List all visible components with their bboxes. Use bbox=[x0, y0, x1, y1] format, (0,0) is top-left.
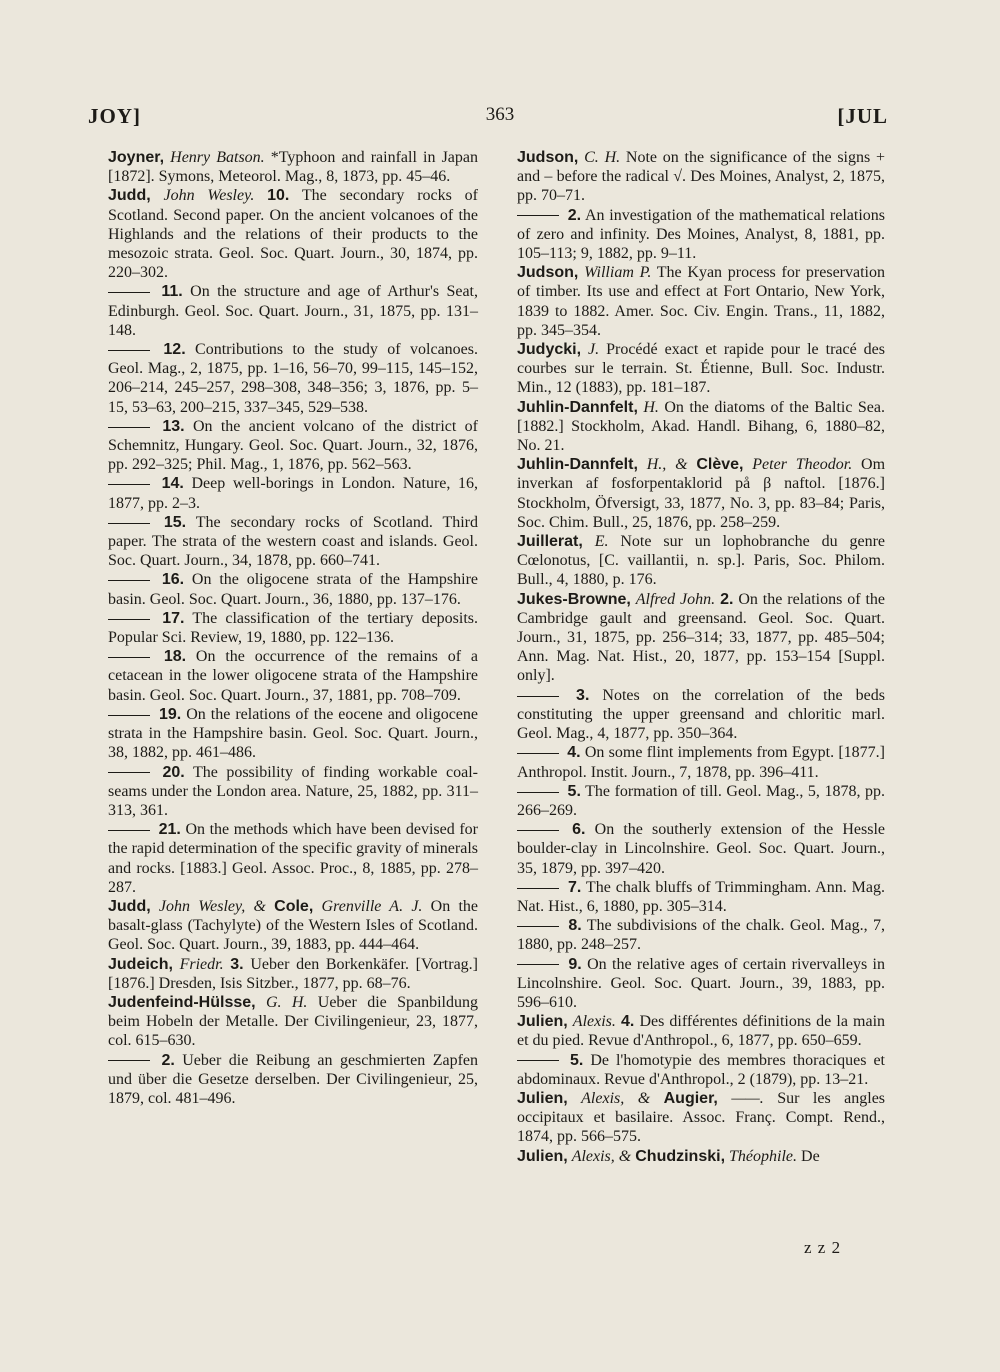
entry-number: 4. bbox=[621, 1013, 635, 1031]
author-name: Joyner, bbox=[108, 149, 165, 166]
bibliography-entry bbox=[517, 263, 885, 340]
running-head-left: JOY] bbox=[88, 104, 141, 128]
left-column bbox=[108, 148, 478, 1108]
ditto-rule bbox=[108, 619, 150, 620]
author-name: Judd, bbox=[108, 897, 151, 915]
entry-number: 3. bbox=[230, 955, 244, 973]
entry-number: 19. bbox=[159, 705, 182, 723]
right-column bbox=[517, 148, 885, 1166]
entry-number: 8. bbox=[568, 917, 582, 935]
author-given-name: William P. bbox=[584, 264, 652, 282]
bibliography-entry bbox=[517, 1089, 885, 1147]
ditto-rule bbox=[108, 657, 150, 658]
sub-entry bbox=[517, 916, 885, 954]
ditto-rule bbox=[108, 523, 150, 524]
author-name: Julien, bbox=[517, 1147, 568, 1165]
author-name: Judson, bbox=[517, 264, 579, 282]
entry-text: On the methods which have been devised for the rapid determination of the specific gravity of minerals and rocks. [1883.] Geol. Assoc. Proc., 8, 1885, pp. 278–287. bbox=[108, 821, 479, 896]
entry-text: On the ancient volcano of the district of Schemnitz, Hungary. Geol. Soc. Quart. Journ., 32, 1876, pp. 292–325; Phil. Mag., 1, 1876, pp. 562–563. bbox=[108, 417, 479, 474]
coauthor-name: Cole, bbox=[274, 897, 314, 915]
ditto-rule bbox=[517, 830, 559, 831]
author-name: Jukes-Browne, bbox=[517, 590, 631, 608]
entry-number: 18. bbox=[163, 648, 187, 666]
entry-number: 2. bbox=[720, 590, 734, 608]
entry-text: On the occurrence of the remains of a cetacean in the lower oligocene strata of the Hampshire basin. Geol. Soc. Quart. Journ., 37, 1881, pp. 708–709. bbox=[108, 648, 479, 704]
author-name: Judson, bbox=[517, 149, 579, 166]
entry-text: Ueber den Borkenkäfer. [Vortrag.] [1876.] Dresden, Isis Sitzber., 1877, pp. 68–76. bbox=[108, 955, 478, 992]
coauthor-given-name: Peter Theodor. bbox=[752, 456, 853, 474]
sub-entry bbox=[108, 282, 478, 340]
ditto-rule bbox=[108, 484, 150, 485]
bibliography-entry bbox=[517, 398, 885, 456]
ditto-rule bbox=[108, 715, 150, 716]
entry-number: 12. bbox=[163, 341, 186, 359]
ditto-rule bbox=[517, 215, 559, 216]
bibliography-entry bbox=[108, 955, 478, 993]
author-name: Julien, bbox=[517, 1013, 568, 1031]
author-given-name: John Wesley. bbox=[163, 187, 255, 205]
entry-text: On the southerly extension of the Hessle boulder-clay in Lincolnshire. Geol. Soc. Quart. Journ., 35, 1879, pp. 397–420. bbox=[517, 821, 886, 877]
ditto-rule bbox=[108, 350, 150, 351]
running-head-right: [JUL bbox=[837, 104, 888, 128]
entry-number: 21. bbox=[158, 821, 181, 839]
ditto-rule bbox=[108, 1060, 150, 1061]
coauthor-given-name: Grenville A. J. bbox=[321, 897, 423, 915]
entry-text: *Typhoon and rainfall in Japan [1872]. Symons, Meteorol. Mag., 8, 1873, pp. 45–46. bbox=[108, 149, 479, 186]
entry-number: 13. bbox=[162, 417, 185, 435]
entry-number: 3. bbox=[576, 686, 590, 704]
entry-text: The possibility of finding workable coal-seams under the London area. Nature, 25, 1882, pp. 311–313, 361. bbox=[108, 763, 479, 819]
author-name: Judeich, bbox=[108, 955, 173, 973]
entry-number: 20. bbox=[162, 763, 185, 781]
signature-mark: z z 2 bbox=[804, 1238, 842, 1257]
entry-text: On the relations of the Cambridge gault and greensand. Geol. Soc. Quart. Journ., 31, 1875, pp. 256–314; 33, 1877, pp. 485–504; Ann. Mag. Nat. Hist., 20, 1877, pp. 153–154 [Suppl. only]. bbox=[517, 590, 886, 685]
ditto-rule bbox=[108, 580, 150, 581]
entry-number: 4. bbox=[567, 744, 581, 762]
entry-number: 17. bbox=[162, 609, 185, 627]
entry-text: De bbox=[797, 1147, 820, 1165]
entry-text: Ueber die Spanbildung beim Hobeln der Metalle. Der Civilingenieur, 23, 1877, col. 615–630. bbox=[108, 993, 478, 1050]
coauthor-given-name: ——. bbox=[731, 1089, 764, 1107]
entry-number: 2. bbox=[567, 206, 582, 224]
ditto-rule bbox=[517, 926, 559, 927]
bibliography-entry bbox=[108, 993, 478, 1051]
entry-text: The secondary rocks of Scotland. Third paper. The strata of the western coast and islands. Geol. Soc. Quart. Journ., 34, 1878, pp. 660–741. bbox=[108, 513, 479, 570]
bibliography-entry bbox=[517, 1012, 885, 1050]
author-name: Juhlin-Dannfelt, bbox=[517, 456, 638, 474]
entry-text: On the basalt-glass (Tachylyte) of the Western Isles of Scotland. Geol. Soc. Quart. Journ., 39, 1883, pp. 444–464. bbox=[108, 897, 479, 954]
author-name: Juillerat, bbox=[517, 533, 583, 551]
bibliography-entry bbox=[108, 186, 478, 282]
author-given-name: Henry Batson. bbox=[170, 149, 265, 166]
author-name: Judd, bbox=[108, 187, 151, 205]
entry-text: Deep well-borings in London. Nature, 16, 1877, pp. 2–3. bbox=[108, 475, 478, 512]
entry-text: The formation of till. Geol. Mag., 5, 1878, pp. 266–269. bbox=[517, 782, 886, 819]
page-number: 363 bbox=[485, 104, 515, 125]
entry-number: 6. bbox=[572, 821, 586, 839]
author-given-name: Alexis, & bbox=[581, 1089, 664, 1107]
sub-entry bbox=[517, 820, 885, 878]
coauthor-name: Clève, bbox=[696, 456, 744, 474]
sub-entry bbox=[108, 820, 478, 897]
author-given-name: Alexis. bbox=[572, 1013, 616, 1031]
entry-text: Note on the significance of the signs + and – before the radical √. Des Moines, Analyst, 2, 1875, pp. 70–71. bbox=[517, 149, 886, 205]
sub-entry bbox=[517, 1051, 885, 1089]
ditto-rule bbox=[517, 696, 559, 697]
bibliography-entry bbox=[517, 590, 885, 686]
entry-text: On the relative ages of certain rivervalleys in Lincolnshire. Geol. Soc. Quart. Journ., 39, 1883, pp. 596–610. bbox=[517, 955, 885, 1011]
coauthor-name: Chudzinski, bbox=[635, 1147, 726, 1165]
sub-entry bbox=[108, 340, 478, 417]
entry-text: Procédé exact et rapide pour le tracé des courbes sur le terrain. St. Étienne, Bull. Soc. Industr. Min., 12 (1883), pp. 181–187. bbox=[517, 341, 886, 397]
ditto-rule bbox=[108, 292, 150, 293]
author-name: Judycki, bbox=[517, 341, 582, 359]
entry-text: Des différentes définitions de la main et du pied. Revue d'Anthropol., 6, 1877, pp. 650–659. bbox=[517, 1013, 886, 1050]
sub-entry bbox=[108, 647, 478, 705]
entry-text: On the diatoms of the Baltic Sea. [1882.] Stockholm, Akad. Handl. Bihang, 6, 1880–82, No. 21. bbox=[517, 398, 886, 455]
entry-number: 11. bbox=[161, 283, 183, 301]
sub-entry bbox=[108, 570, 478, 608]
entry-text: The secondary rocks of Scotland. Second paper. On the ancient volcanoes of the Highlands and the relations of their products to the mesozoic strata. Geol. Soc. Quart. Journ., 30, 1874, pp. 220–302. bbox=[108, 187, 478, 282]
ditto-rule bbox=[108, 830, 150, 831]
sub-entry bbox=[517, 206, 885, 264]
entry-text: An investigation of the mathematical relations of zero and infinity. Des Moines, Analyst, 8, 1881, pp. 105–113; 9, 1882, pp. 9–11. bbox=[517, 206, 886, 263]
author-name: Judenfeind-Hülsse, bbox=[108, 993, 256, 1011]
entry-text: Om inverkan af fosforpentaklorid på β naftol. [1876.] Stockholm, Öfversigt, 33, 1877, No. 3, pp. 83–84; Paris, Soc. Chim. Bull., 25, 1876, pp. 258–259. bbox=[517, 456, 886, 531]
sub-entry bbox=[517, 743, 885, 781]
entry-number: 15. bbox=[163, 513, 187, 531]
sub-entry bbox=[108, 763, 478, 821]
entry-text: Sur les angles occipitaux et basilaire. Assoc. Franç. Compt. Rend., 1874, pp. 566–575. bbox=[517, 1089, 886, 1146]
author-name: Julien, bbox=[517, 1089, 568, 1107]
entry-text: Ueber die Reibung an geschmierten Zapfen und über die Gesetze derselben. Der Civilingenieur, 25, 1879, col. 481–496. bbox=[108, 1051, 479, 1107]
sub-entry bbox=[517, 955, 885, 1013]
sub-entry bbox=[108, 1051, 478, 1109]
sub-entry bbox=[517, 782, 885, 820]
ditto-rule bbox=[517, 888, 559, 889]
entry-number: 9. bbox=[568, 955, 582, 973]
sub-entry bbox=[517, 686, 885, 744]
author-given-name: E. bbox=[594, 533, 609, 551]
author-name: Juhlin-Dannfelt, bbox=[517, 398, 638, 416]
ditto-rule bbox=[517, 753, 559, 754]
bibliography-entry bbox=[517, 1147, 885, 1166]
entry-text: On the oligocene strata of the Hampshire basin. Geol. Soc. Quart. Journ., 36, 1880, pp. 137–176. bbox=[108, 571, 478, 608]
bibliography-entry bbox=[517, 340, 885, 398]
bibliography-entry bbox=[108, 148, 478, 186]
ditto-rule bbox=[108, 772, 150, 773]
coauthor-given-name: Théophile. bbox=[729, 1147, 798, 1165]
sub-entry bbox=[517, 878, 885, 916]
entry-number: 2. bbox=[161, 1051, 175, 1069]
entry-number: 5. bbox=[570, 1051, 584, 1069]
entry-text: The chalk bluffs of Trimmingham. Ann. Mag. Nat. Hist., 6, 1880, pp. 305–314. bbox=[517, 878, 885, 915]
ditto-rule bbox=[517, 964, 559, 965]
entry-text: Note sur un lophobranche du genre Cœlonotus, [C. vaillantii, n. sp.]. Paris, Soc. Philom. Bull., 4, 1880, p. 176. bbox=[517, 533, 886, 589]
entry-text: On some flint implements from Egypt. [1877.] Anthropol. Instit. Journ., 7, 1878, pp. 396–411. bbox=[517, 744, 886, 781]
author-given-name: Alfred John. bbox=[635, 590, 716, 608]
sub-entry bbox=[108, 417, 478, 475]
entry-text: The classification of the tertiary deposits. Popular Sci. Review, 19, 1880, pp. 122–136. bbox=[108, 609, 479, 647]
author-given-name: H. bbox=[643, 398, 659, 416]
ditto-rule bbox=[517, 792, 559, 793]
entry-text: The Kyan process for preservation of timber. Its use and effect at Fort Ontario, New York, 1839 to 1882. Amer. Soc. Civ. Engin. Trans., 11, 1882, pp. 345–354. bbox=[517, 264, 885, 339]
sub-entry bbox=[108, 474, 478, 512]
bibliography-entry bbox=[517, 148, 885, 206]
entry-text: Notes on the correlation of the beds constituting the upper greensand and chloritic marl. Geol. Mag., 4, 1877, pp. 350–364. bbox=[517, 686, 886, 743]
bibliography-entry bbox=[517, 455, 885, 532]
entry-text: Contributions to the study of volcanoes. Geol. Mag., 2, 1875, pp. 1–16, 56–70, 99–115, 145–152, 206–214, 245–257, 298–308, 348–356; 3, 1876, pp. 5–15, 53–63, 200–215, 337–345, 529–538. bbox=[108, 341, 479, 416]
entry-number: 7. bbox=[567, 878, 582, 896]
ditto-rule bbox=[108, 427, 150, 428]
entry-text: On the structure and age of Arthur's Seat, Edinburgh. Geol. Soc. Quart. Journ., 31, 1875, pp. 131–148. bbox=[108, 283, 479, 339]
author-given-name: G. H. bbox=[265, 993, 308, 1011]
entry-text: The subdivisions of the chalk. Geol. Mag., 7, 1880, pp. 248–257. bbox=[517, 917, 885, 954]
author-given-name: Alexis, & bbox=[571, 1147, 636, 1165]
author-given-name: J. bbox=[588, 341, 600, 359]
author-given-name: John Wesley, & bbox=[158, 897, 275, 915]
bibliography-entry bbox=[517, 532, 885, 590]
author-given-name: Friedr. bbox=[179, 955, 224, 973]
sub-entry bbox=[108, 705, 478, 763]
entry-text: On the relations of the eocene and oligocene strata in the Hampshire basin. Geol. Soc. Quart. Journ., 38, 1882, pp. 461–486. bbox=[108, 705, 478, 762]
entry-number: 16. bbox=[161, 571, 185, 589]
entry-number: 5. bbox=[567, 782, 581, 800]
entry-number: 14. bbox=[161, 475, 184, 493]
author-given-name: C. H. bbox=[584, 149, 621, 166]
entry-number: 10. bbox=[267, 187, 290, 205]
coauthor-name: Augier, bbox=[663, 1089, 718, 1107]
sub-entry bbox=[108, 609, 478, 647]
entry-text: De l'homotypie des membres thoraciques et abdominaux. Revue d'Anthropol., 2 (1879), pp. 13–21. bbox=[517, 1051, 885, 1088]
bibliography-entry bbox=[108, 897, 478, 955]
ditto-rule bbox=[517, 1060, 559, 1061]
author-given-name: H., & bbox=[646, 456, 697, 474]
sub-entry bbox=[108, 513, 478, 571]
